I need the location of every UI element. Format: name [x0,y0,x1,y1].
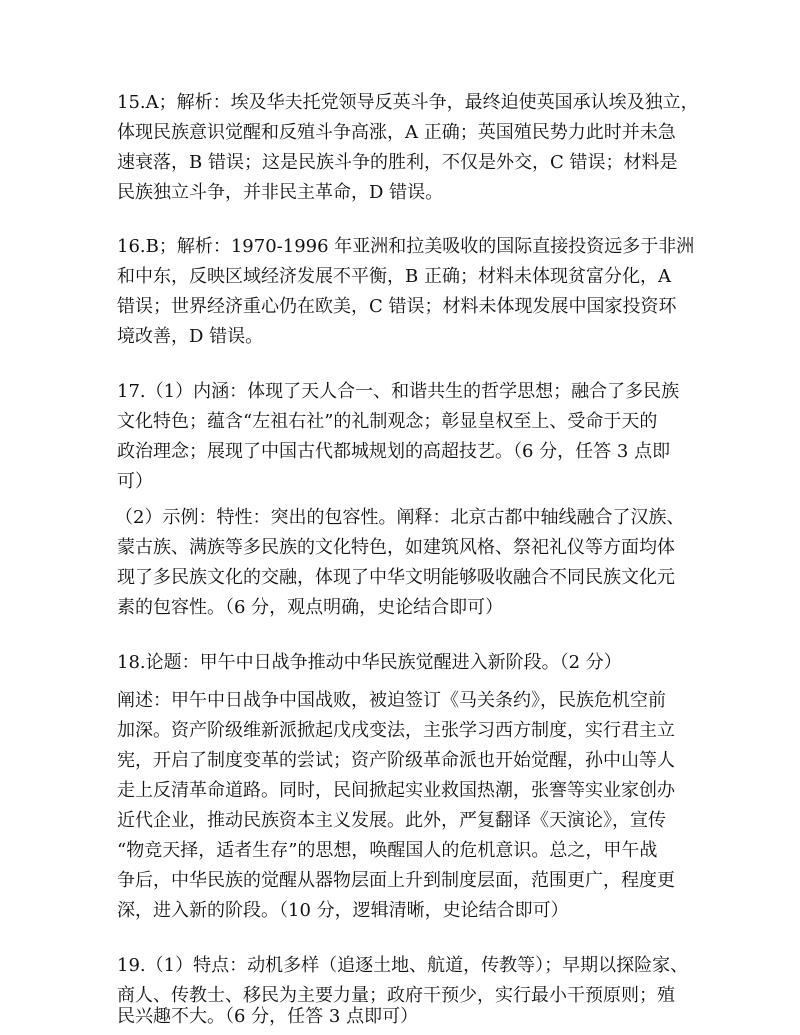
answer-18-line-4: 走上反清革命道路。同时，民间掀起实业救国热潮，张謇等实业家创办 [117,780,675,801]
answer-15-line-1: 15.A；解析：埃及华夫托党领导反英斗争，最终迫使英国承认埃及独立， [117,92,699,113]
answer-16-line-4: 境改善，D 错误。 [117,326,264,347]
answer-17-1-line-4: 可） [117,471,153,492]
answer-17-1-line-1: 17.（1）内涵：体现了天人合一、和谐共生的哲学思想；融合了多民族 [117,381,680,402]
answer-15-line-2: 体现民族意识觉醒和反殖斗争高涨，A 正确；英国殖民势力此时并未急 [117,122,676,143]
answer-18-line-3: 宪，开启了制度变革的尝试；资产阶级革命派也开始觉醒，孙中山等人 [117,750,675,771]
answer-17-1-line-3: 政治理念；展现了中国古代都城规划的高超技艺。（6 分，任答 3 点即 [117,441,671,462]
answer-15-line-4: 民族独立斗争，并非民主革命，D 错误。 [117,182,444,203]
answer-18-line-7: 争后，中华民族的觉醒从器物层面上升到制度层面，范围更广，程度更 [117,870,675,891]
answer-17-2-line-2: 蒙古族、满族等多民族的文化特色，如建筑风格、祭祀礼仪等方面均体 [117,537,675,558]
answer-18-line-5: 近代企业，推动民族资本主义发展。此外，严复翻译《天演论》，宣传 [117,810,666,831]
answer-18-thesis: 18.论题：甲午中日战争推动中华民族觉醒进入新阶段。（2 分） [117,652,622,673]
answer-16-line-3: 错误；世界经济重心仍在欧美，C 错误；材料未体现发展中国家投资环 [117,296,677,317]
answer-17-1-line-2: 文化特色；蕴含“左祖右社”的礼制观念；彰显皇权至上、受命于天的 [117,411,658,432]
answer-18-line-6: “物竞天择，适者生存”的思想，唤醒国人的危机意识。总之，甲午战 [117,840,658,861]
answer-17-2-line-1: （2）示例：特性：突出的包容性。阐释：北京古都中轴线融合了汉族、 [115,507,685,528]
answer-16-line-2: 和中东，反映区域经济发展不平衡，B 正确；材料未体现贫富分化，A [117,266,671,287]
answer-19-line-3: 民兴趣不大。（6 分，任答 3 点即可） [117,1006,419,1027]
answer-18-line-1: 阐述：甲午中日战争中国战败，被迫签订《马关条约》，民族危机空前 [117,690,666,711]
answer-15-line-3: 速衰落，B 错误；这是民族斗争的胜利，不仅是外交，C 错误；材料是 [117,152,678,173]
answer-17-2-line-3: 现了多民族文化的交融，体现了中华文明能够吸收融合不同民族文化元 [117,567,675,588]
answer-19-line-2: 商人、传教士、移民为主要力量；政府干预少，实行最小干预原则；殖 [117,985,675,1006]
answer-18-line-8: 深，进入新的阶段。（10 分，逻辑清晰，史论结合即可） [117,900,569,921]
answer-19-line-1: 19.（1）特点：动机多样（追逐土地、航道，传教等）；早期以探险家、 [117,955,689,976]
answer-18-line-2: 加深。资产阶级维新派掀起戊戌变法，主张学习西方制度，实行君主立 [117,720,675,741]
answer-17-2-line-4: 素的包容性。（6 分，观点明确，史论结合即可） [117,597,504,618]
answer-16-line-1: 16.B；解析：1970-1996 年亚洲和拉美吸收的国际直接投资远多于非洲 [117,236,695,257]
